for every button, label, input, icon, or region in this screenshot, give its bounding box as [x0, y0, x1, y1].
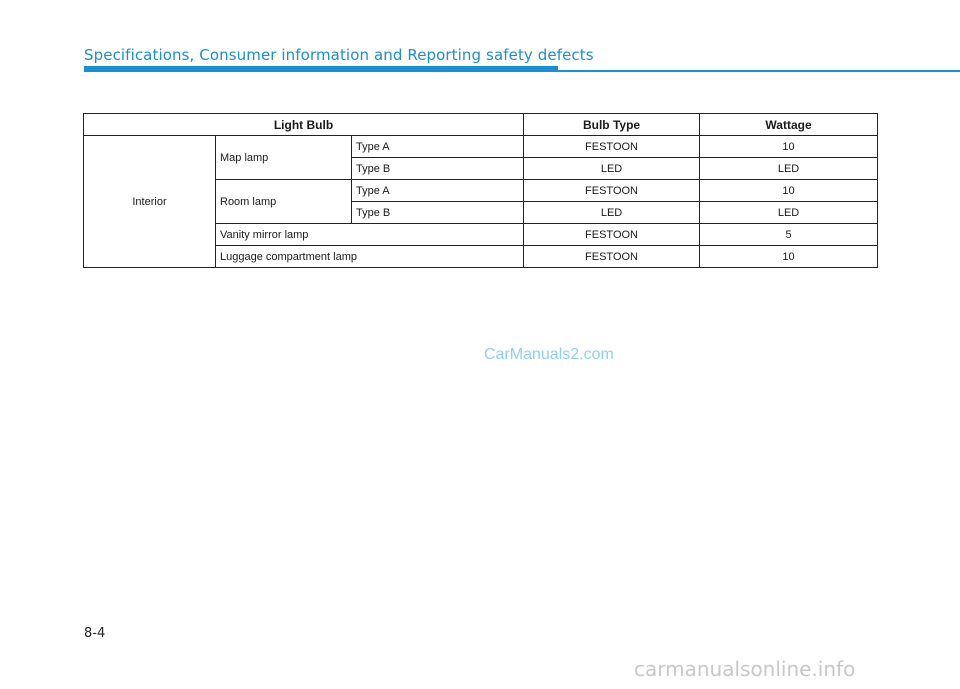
- variant-cell: Type A: [352, 180, 524, 202]
- wattage-cell: LED: [700, 202, 878, 224]
- bulb-type-cell: LED: [524, 158, 700, 180]
- table-header-row: [84, 114, 878, 136]
- header-bulb-type: Bulb Type: [524, 114, 700, 136]
- bulb-type-cell: FESTOON: [524, 180, 700, 202]
- header-light-bulb: Light Bulb: [84, 114, 524, 136]
- bulb-type-cell: LED: [524, 202, 700, 224]
- wattage-cell: 10: [700, 246, 878, 268]
- wattage-cell: 10: [700, 136, 878, 158]
- header-rule-thin: [558, 70, 960, 72]
- variant-cell: Type B: [352, 158, 524, 180]
- variant-cell: Type B: [352, 202, 524, 224]
- item-luggage-compartment-lamp: Luggage compartment lamp: [216, 246, 524, 268]
- header-wattage: Wattage: [700, 114, 878, 136]
- wattage-cell: LED: [700, 158, 878, 180]
- header-rule-thick: [84, 66, 558, 72]
- page-number: 8-4: [84, 626, 106, 641]
- section-title: Specifications, Consumer information and Reporting safety defects: [84, 46, 594, 64]
- group-interior: Interior: [84, 136, 216, 268]
- bulb-type-cell: FESTOON: [524, 136, 700, 158]
- variant-cell: Type A: [352, 136, 524, 158]
- watermark-carmanuals2: CarManuals2.com: [484, 346, 614, 363]
- item-room-lamp: Room lamp: [216, 180, 352, 224]
- item-map-lamp: Map lamp: [216, 136, 352, 180]
- bulb-type-cell: FESTOON: [524, 224, 700, 246]
- item-vanity-mirror-lamp: Vanity mirror lamp: [216, 224, 524, 246]
- wattage-cell: 10: [700, 180, 878, 202]
- watermark-carmanualsonline: carmanualsonline.info: [634, 657, 856, 681]
- wattage-cell: 5: [700, 224, 878, 246]
- light-bulb-table: [83, 113, 878, 268]
- bulb-type-cell: FESTOON: [524, 246, 700, 268]
- table-row: [84, 136, 878, 158]
